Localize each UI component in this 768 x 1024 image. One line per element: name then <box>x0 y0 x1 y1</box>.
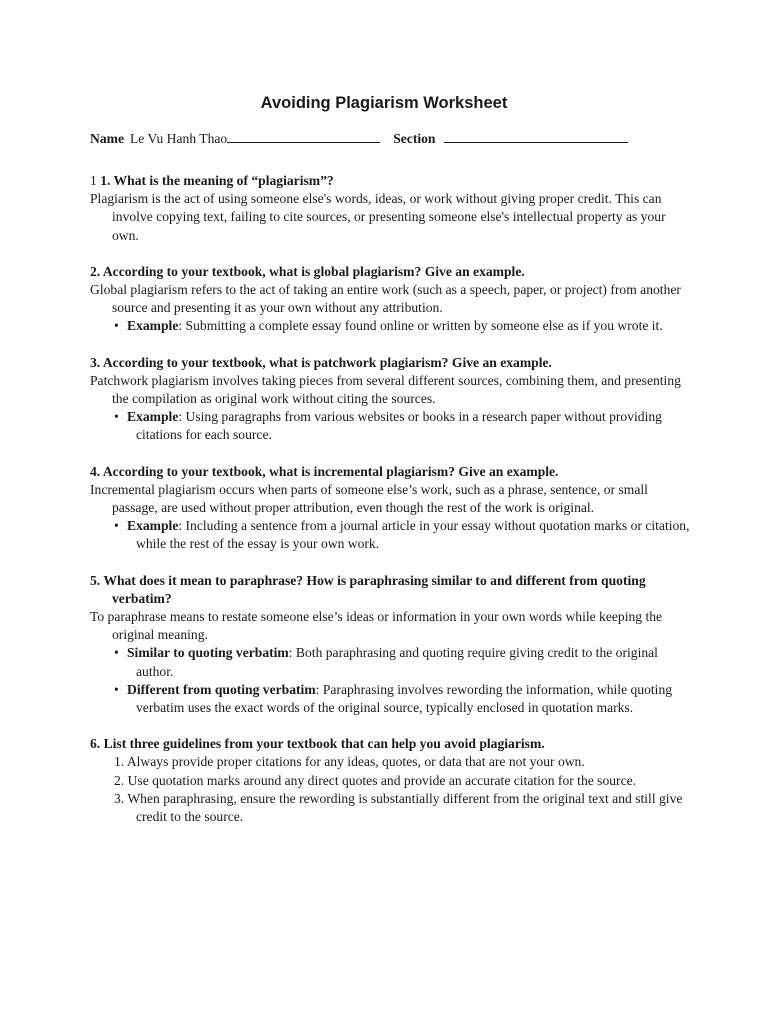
name-underline <box>227 130 380 143</box>
list-item: 1. Always provide proper citations for any ideas, quotes, or data that are not your own. <box>114 754 585 770</box>
worksheet-page <box>90 92 690 844</box>
bullet-icon: • <box>114 318 119 334</box>
bullet-text: : Using paragraphs from various websites or books in a research paper without providing citations for each source. <box>136 409 662 443</box>
answer-text: Incremental plagiarism occurs when parts of someone else’s work, such as a phrase, sentence, or small passage, are used without proper attribution, even though the rest of the work is original. <box>90 481 648 516</box>
question-text: 1. What is the meaning of “plagiarism”? <box>100 173 334 188</box>
bullet-label: Example <box>127 318 179 334</box>
question-prefix: 1 <box>90 173 101 188</box>
bullet-text: : Including a sentence from a journal article in your essay without quotation marks or citation, while the rest of the essay is your own work. <box>136 518 690 552</box>
bullet-text: : Paraphrasing involves rewording the information, while quoting verbatim uses the exact words of the original source, typically enclosed in quotation marks. <box>136 681 673 716</box>
answer-text: Plagiarism is the act of using someone else's words, ideas, or work without giving proper credit. This can involve copying text, failing to cite sources, or presenting someone else's intellectual property as your own. <box>90 191 666 243</box>
question-5 <box>90 572 690 718</box>
section-underline <box>444 130 628 143</box>
bullet-list <box>90 644 690 717</box>
answer-text: Patchwork plagiarism involves taking pieces from several different sources, combining them, and presenting the compilation as original work without citing the sources. <box>90 372 681 407</box>
name-label: Name <box>90 131 124 146</box>
question-1 <box>90 172 690 245</box>
page-title: Avoiding Plagiarism Worksheet <box>260 94 508 112</box>
list-item <box>90 644 690 680</box>
list-item: 3. When paraphrasing, ensure the rewording is substantially different from the original text and still give credit to the source. <box>114 790 683 825</box>
list-item <box>90 317 690 335</box>
bullet-label: Example <box>127 518 179 534</box>
answer-text: Global plagiarism refers to the act of taking an entire work (such as a speech, paper, or project) from another source and presenting it as your own without any attribution. <box>90 282 681 316</box>
question-title: 3. According to your textbook, what is patchwork plagiarism? Give an example. <box>90 354 552 370</box>
bullet-text: : Both paraphrasing and quoting require giving credit to the original author. <box>136 645 658 679</box>
name-section-row <box>90 130 690 148</box>
bullet-label: Different from quoting verbatim <box>127 681 316 697</box>
bullet-icon: • <box>114 645 119 661</box>
question-title <box>90 172 690 190</box>
list-item <box>90 681 690 717</box>
numbered-list <box>90 753 690 826</box>
bullet-icon: • <box>114 518 119 534</box>
question-title: 6. List three guidelines from your textbook that can help you avoid plagiarism. <box>90 736 545 752</box>
question-2 <box>90 263 690 336</box>
list-item <box>90 517 690 553</box>
question-4 <box>90 463 690 554</box>
bullet-icon: • <box>114 681 119 697</box>
bullet-label: Example <box>127 409 179 425</box>
list-item: 2. Use quotation marks around any direct quotes and provide an accurate citation for the source. <box>114 772 637 788</box>
bullet-label: Similar to quoting verbatim <box>127 645 289 661</box>
question-title: 4. According to your textbook, what is incremental plagiarism? Give an example. <box>90 463 559 479</box>
bullet-text: : Submitting a complete essay found online or written by someone else as if you wrote it. <box>178 318 663 334</box>
question-3 <box>90 354 690 445</box>
question-title: 2. According to your textbook, what is global plagiarism? Give an example. <box>90 263 525 279</box>
answer-text: To paraphrase means to restate someone else’s ideas or information in your own words while keeping the original meaning. <box>90 609 663 643</box>
bullet-list <box>90 408 690 444</box>
question-6 <box>90 735 690 826</box>
section-label: Section <box>393 131 436 146</box>
bullet-icon: • <box>114 409 119 425</box>
list-item <box>90 408 690 444</box>
name-value: Le Vu Hanh Thao <box>129 131 228 146</box>
bullet-list <box>90 517 690 553</box>
bullet-list <box>90 317 690 335</box>
question-title: 5. What does it mean to paraphrase? How is paraphrasing similar to and different from quoting verbatim? <box>90 572 646 606</box>
